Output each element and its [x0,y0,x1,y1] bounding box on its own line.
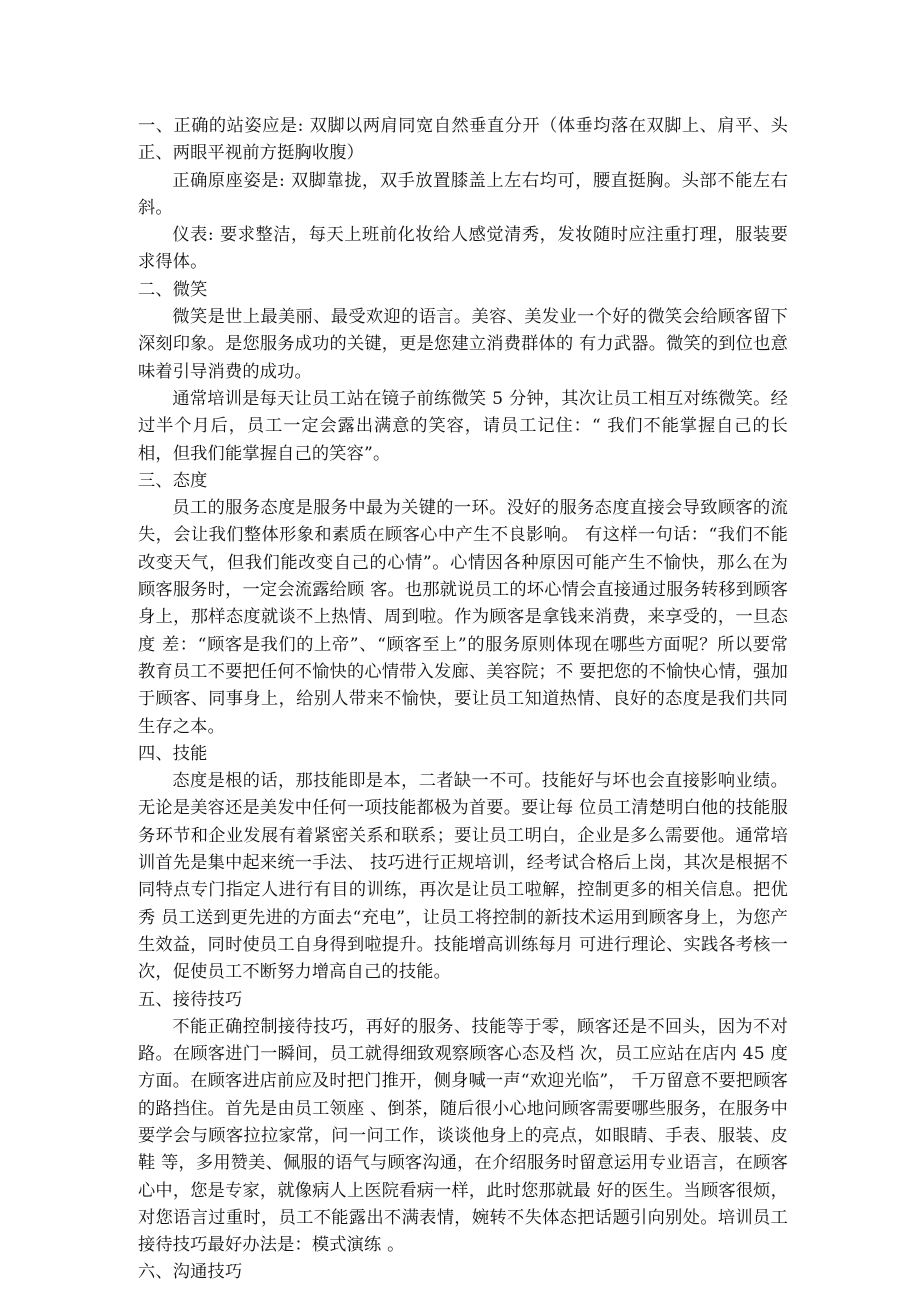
paragraph-reception: 不能正确控制接待技巧，再好的服务、技能等于零，顾客还是不回头，因为不对路。在顾客进门一瞬间，员工就得细致观察顾客心态及档 次，员工应站在店内 45 度方面。在顾客进店前应及时把门推开，侧身喊一声“欢迎光临”， 千万留意不要把顾客的路挡住。首先是由员工领座 、倒茶，随后很小心地问顾客需要哪些服务，在服务中要学会与顾客拉拉家常，问一问工作，谈谈他身上的亮点，如眼睛、手表、服装、皮鞋 等，多用赞美、佩服的语气与顾客沟通，在介绍服务时留意运用专业语言，在顾客心中，您是专家，就像病人上医院看病一样，此时您那就最 好的医生。当顾客很烦，对您语言过重时，员工不能露出不满表情，婉转不失体态把话题引向别处。培训员工接待技巧最好办法是：模式演练 。 [138,1016,788,1256]
document-body [138,113,788,1287]
paragraph-appearance: 仪表: 要求整洁，每天上班前化妆给人感觉清秀，发妆随时应注重打理，服装要求得体。 [138,225,788,273]
paragraph-skills: 态度是根的话，那技能即是本，二者缺一不可。技能好与坏也会直接影响业绩。无论是美容还是美发中任何一项技能都极为首要。要让每 位员工清楚明白他的技能服务环节和企业发展有着紧密关系和联系；要让员工明白，企业是多么需要他。通常培训首先是集中起来统一手法、 技巧进行正规培训，经考试合格后上岗，其次是根据不同特点专门指定人进行有目的训练，再次是让员工啦解，控制更多的相关信息。把优秀 员工送到更先进的方面去“充电”，让员工将控制的新技术运用到顾客身上，为您产生效益，同时使员工自身得到啦提升。技能增高训练每月 可进行理论、实践各考核一次，促使员工不断努力增高自己的技能。 [138,771,788,983]
section-heading-communication: 六、沟通技巧 [138,1262,243,1283]
section-heading-smile: 二、微笑 [138,279,208,300]
section-heading-reception: 五、接待技巧 [138,989,243,1010]
section-heading-attitude: 三、态度 [138,470,208,491]
paragraph-attitude: 员工的服务态度是服务中最为关键的一环。没好的服务态度直接会导致顾客的流失，会让我们整体形象和素质在顾客心中产生不良影响。 有这样一句话：“我们不能改变天气，但我们能改变自己的心情”。心情因各种原因可能产生不愉快，那么在为顾客服务时，一定会流露给顾 客。也那就说员工的坏心情会直接通过服务转移到顾客身上，那样态度就谈不上热情、周到啦。作为顾客是拿钱来消费，来享受的，一旦态度 差：“顾客是我们的上帝”、“顾客至上”的服务原则体现在哪些方面呢？所以要常教育员工不要把任何不愉快的心情带入发廊、美容院；不 要把您的不愉快心情，强加于顾客、同事身上，给别人带来不愉快，要让员工知道热情、良好的态度是我们共同生存之本。 [138,498,788,737]
paragraph-smile-training: 通常培训是每天让员工站在镜子前练微笑 5 分钟，其次让员工相互对练微笑。经过半个月后，员工一定会露出满意的笑容，请员工记住：“ 我们不能掌握自己的长相，但我们能掌握自己的笑容”。 [138,388,788,464]
section-heading-skills: 四、技能 [138,743,208,764]
paragraph-sitting: 正确原座姿是: 双脚靠拢，双手放置膝盖上左右均可，腰直挺胸。头部不能左右斜。 [138,170,788,218]
paragraph-smile-intro: 微笑是世上最美丽、最受欢迎的语言。美容、美发业一个好的微笑会给顾客留下深刻印象。是您服务成功的关键，更是您建立消费群体的 有力武器。微笑的到位也意味着引导消费的成功。 [138,307,788,382]
section-heading-posture: 一、正确的站姿应是: 双脚以两肩同宽自然垂直分开（体垂均落在双脚上、肩平、头正、两眼平视前方挺胸收腹） [138,116,788,164]
